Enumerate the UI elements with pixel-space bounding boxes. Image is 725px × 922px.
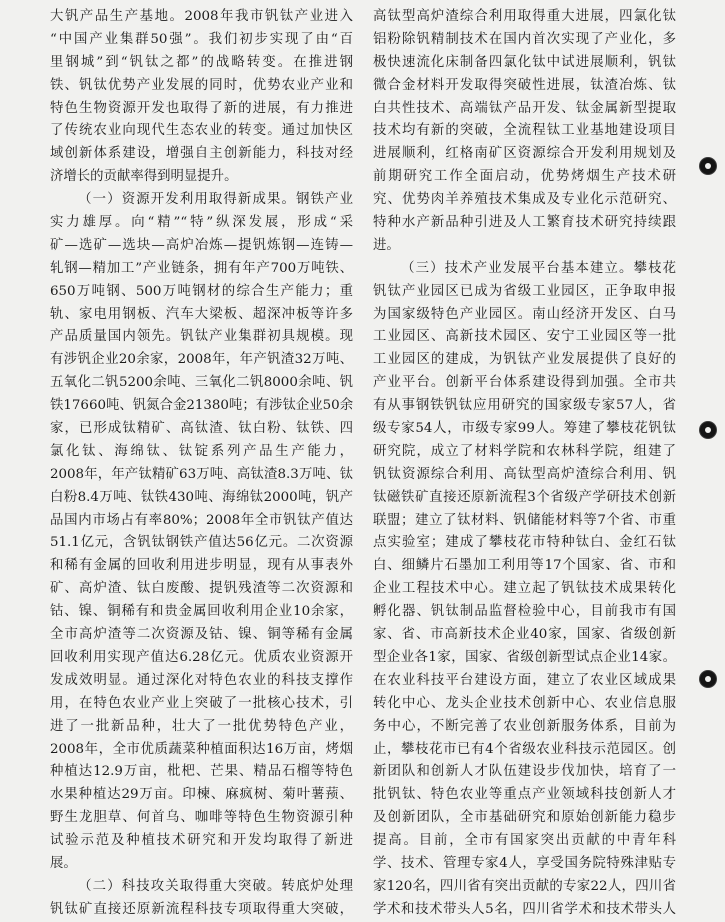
text-line: 孵化器、钒钛制品监督检验中心，目前我市有国 xyxy=(373,604,676,620)
left-text-column xyxy=(50,6,353,922)
text-line: 水果种植达29万亩。印楝、麻疯树、菊叶薯蓣、 xyxy=(50,787,353,803)
text-line: 济增长的贡献率得到明显提升。 xyxy=(50,169,238,185)
right-text-column xyxy=(373,6,676,922)
text-line: 技术均有新的突破，全流程钛工业基地建设项目 xyxy=(373,123,676,139)
section-heading-line: （一）资源开发利用取得新成果。钢铁产业 xyxy=(78,192,353,208)
text-line: 务中心，不断完善了农业创新服务体系，目前为 xyxy=(373,718,676,734)
section-heading-line: （二）科技攻关取得重大突破。转底炉处理 xyxy=(78,878,353,894)
text-line: 里钢城”到“钒钛之都”的战略转变。在推进钢 xyxy=(50,54,353,70)
text-line: 钛磁铁矿直接还原新流程3个省级产学研技术创新 xyxy=(373,489,676,505)
text-line: 2008年，全市优质蔬菜种植面积达16万亩，烤烟 xyxy=(50,741,353,757)
text-line: 白粉8.4万吨、钛铁430吨、海绵钛2000吨，钒产 xyxy=(50,489,353,505)
text-line: 白、细鳞片石墨加工利用等17个国家、省、市和 xyxy=(373,558,676,574)
text-line: 域创新体系建设，增强自主创新能力，科技对经 xyxy=(50,146,353,162)
text-line: 学术和技术带头人5名，四川省学术和技术带头人 xyxy=(373,901,676,917)
text-line: 氯化钛、海绵钛、钛锭系列产品生产能力， xyxy=(50,443,353,459)
text-line: 轧钢—精加工”产业链条，拥有年产700万吨铁、 xyxy=(50,260,353,276)
binding-hole-icon xyxy=(700,422,716,438)
text-line: 型企业各1家，国家、省级创新型试点企业14家。 xyxy=(373,649,676,665)
text-line: 全市高炉渣等二次资源及钴、镍、铜等稀有金属 xyxy=(50,627,353,643)
text-line: 种植达12.9万亩，枇杷、芒果、精品石榴等特色 xyxy=(50,764,353,780)
text-line: 51.1亿元，含钒钛钢铁产值达56亿元。二次资源 xyxy=(50,535,353,551)
text-line: 进展顺利，红格南矿区资源综合开发利用规划及 xyxy=(373,146,676,162)
binding-hole-icon xyxy=(700,671,716,687)
text-line: 特种水产新品种引进及人工繁育技术研究持续跟 xyxy=(373,215,676,231)
text-line: 回收利用实现产值达6.28亿元。优质农业资源开 xyxy=(50,649,353,665)
text-line: 家120名，四川省有突出贡献的专家22人，四川省 xyxy=(373,878,676,894)
text-line: 转化中心、龙头企业技术创新中心、农业信息服 xyxy=(373,695,676,711)
text-line: 极快速流化床制备四氯化钛中试进展顺利，钒钛 xyxy=(373,54,676,70)
text-line: 了传统农业向现代生态农业的转变。通过加快区 xyxy=(50,123,353,139)
text-line: 新团队和创新人才队伍建设步伐加快，培育了一 xyxy=(373,764,676,780)
text-line: 产品质量国内领先。钒钛产业集群初具规模。现 xyxy=(50,329,353,345)
text-line: 650万吨钢、500万吨钢材的综合生产能力；重 xyxy=(50,283,353,299)
text-line: 在农业科技平台建设方面，建立了农业区域成果 xyxy=(373,672,676,688)
binding-hole-icon xyxy=(700,158,716,174)
text-line: 品国内市场占有率80%；2008年全市钒钛产值达 xyxy=(50,512,353,528)
text-line: 大钒产品生产基地。2008年我市钒钛产业进入 xyxy=(50,9,353,24)
text-line: 提高。目前，全市有国家突出贡献的中青年科 xyxy=(373,833,676,849)
section-heading-line: （三）技术产业发展平台基本建立。攀枝花 xyxy=(401,260,676,276)
text-line: 批钒钛、特色农业等重点产业领域科技创新人才 xyxy=(373,787,676,803)
text-line: 钒钛资源综合利用、高钛型高炉渣综合利用、钒 xyxy=(373,466,676,482)
text-line: 有从事钢铁钒钛应用研究的国家级专家57人，省 xyxy=(373,398,676,414)
text-line: 2008年，年产钛精矿63万吨、高钛渣8.3万吨、钛 xyxy=(50,466,353,482)
text-line: 进。 xyxy=(373,237,400,253)
text-line: 家，已形成钛精矿、高钛渣、钛白粉、钛铁、四 xyxy=(50,421,353,437)
text-line: 产业平台。创新平台体系建设得到加强。全市共 xyxy=(373,375,676,391)
text-line: 止，攀枝花市已有4个省级农业科技示范园区。创 xyxy=(373,741,676,757)
text-line: 铁17660吨、钒氮合金21380吨；有涉钛企业50余 xyxy=(50,398,353,414)
text-line: 特色生物资源开发也取得了新的进展，有力推进 xyxy=(50,100,353,116)
text-line: 究、优势肉羊养殖技术集成及专业化示范研究、 xyxy=(373,192,676,208)
text-line: 钒钛矿直接还原新流程科技专项取得重大突破， xyxy=(50,901,353,917)
text-line: 矿、高炉渣、钛白废酸、提钒残渣等二次资源和 xyxy=(50,581,353,597)
text-line: 有涉钒企业20余家，2008年，年产钒渣32万吨、 xyxy=(50,352,353,368)
text-line: 级专家54人，市级专家99人。筹建了攀枝花钒钛 xyxy=(373,421,676,437)
text-line: “中国产业集群50强”。我们初步实现了由“百 xyxy=(50,31,353,47)
text-line: 白共性技术、高端钛产品开发、钛金属新型提取 xyxy=(373,100,676,116)
text-line: 试验示范及种植技术研究和开发均取得了新进 xyxy=(50,833,353,849)
text-line: 铝粉除钒精制技术在国内首次实现了产业化，多 xyxy=(373,31,676,47)
text-line: 工业园区、高新技术园区、安宁工业园区等一批 xyxy=(373,329,676,345)
text-line: 发成效明显。通过深化对特色农业的科技支撑作 xyxy=(50,672,353,688)
text-line: 企业工程技术中心。建立起了钒钛技术成果转化 xyxy=(373,581,676,597)
text-line: 为国家级特色产业园区。南山经济开发区、白马 xyxy=(373,306,676,322)
text-line: 研究院，成立了材料学院和农林科学院，组建了 xyxy=(373,443,676,459)
text-line: 五氧化二钒5200余吨、三氧化二钒8000余吨、钒 xyxy=(50,375,353,391)
text-line: 实力雄厚。向“精”“特”纵深发展，形成“采 xyxy=(50,215,353,231)
text-line: 微合金材料开发取得突破性进展，钛渣冶炼、钛 xyxy=(373,77,676,93)
text-line: 展。 xyxy=(50,855,77,871)
text-line: 矿—选矿—选块—高炉冶炼—提钒炼钢—连铸— xyxy=(50,237,353,253)
text-line: 工业园区的建成，为钒钛产业发展提供了良好的 xyxy=(373,352,676,368)
text-line: 学、技术、管理专家4人，享受国务院特殊津贴专 xyxy=(373,855,676,871)
text-line: 前期研究工作全面启动，优势烤烟生产技术研 xyxy=(373,169,676,185)
text-line: 家、省、市高新技术企业40家，国家、省级创新 xyxy=(373,627,676,643)
text-line: 联盟；建立了钛材料、钒储能材料等7个省、市重 xyxy=(373,512,676,528)
text-line: 钴、镍、铜稀有和贵金属回收利用企业10余家， xyxy=(50,604,353,620)
text-line: 点实验室；建成了攀枝花市特种钛白、金红石钛 xyxy=(373,535,676,551)
text-line: 钒钛产业园区已成为省级工业园区，正争取申报 xyxy=(373,283,676,299)
text-line: 野生龙胆草、何首乌、咖啡等特色生物资源引种 xyxy=(50,810,353,826)
text-line: 及创新团队，全市基础研究和原始创新能力稳步 xyxy=(373,810,676,826)
text-line: 和稀有金属的回收利用进步明显，现有从事表外 xyxy=(50,558,353,574)
text-line: 进了一批新品种，壮大了一批优势特色产业， xyxy=(50,718,353,734)
text-line: 铁、钒钛优势产业发展的同时，优势农业产业和 xyxy=(50,77,353,93)
text-line: 轨、家电用钢板、汽车大梁板、超深冲板等许多 xyxy=(50,306,353,322)
text-line: 用，在特色农业产业上突破了一批核心技术，引 xyxy=(50,695,353,711)
text-line: 高钛型高炉渣综合利用取得重大进展，四氯化钛 xyxy=(373,9,676,24)
